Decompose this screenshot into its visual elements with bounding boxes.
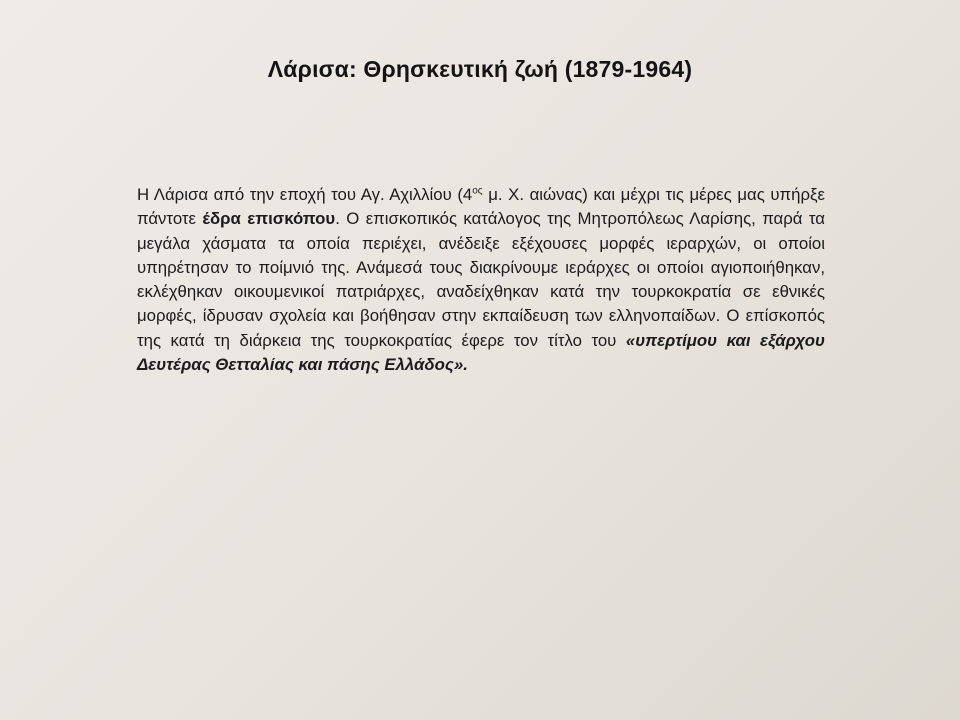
body-text-part-1: Η Λάρισα από την εποχή του Αγ. Αχιλλίου (4	[137, 185, 473, 204]
body-text-part-3: . Ο επισκοπικός κατάλογος της Μητροπόλεως Λαρίσης, παρά τα μεγάλα χάσματα τα οποία περιέχει, ανέδειξε εξέχουσες μορφές ιεραρχών, οι οποίοι υπηρέτησαν το ποίμνιό της. Ανάμεσά τους διακρίνουμε ιεράρχες οι οποίοι αγιοποιήθηκαν, εκλέχθηκαν οικουμενικοί πατριάρχες, αναδείχθηκαν κατά την τουρκοκρατία σε εθνικές μορφές, ίδρυσαν σχολεία και βοήθησαν στην εκπαίδευση των ελληνοπαίδων. Ο επίσκοπός της κατά τη διάρκεια της τουρκοκρατίας έφερε τον τίτλο του	[137, 209, 825, 350]
body-text-part-2: μ. Χ. αιώνας) και μέχρι τις μέρες μας υπήρξε πάντοτε	[137, 185, 825, 229]
ordinal-superscript: ος	[472, 185, 483, 197]
slide-body-text	[137, 183, 825, 377]
title-quote: «υπερτίμου και εξάρχου Δευτέρας Θετταλίας και πάσης Ελλάδος»	[137, 330, 825, 375]
body-text-end: .	[463, 355, 468, 375]
bold-phrase: έδρα επισκόπου	[202, 209, 336, 229]
slide-title: Λάρισα: Θρησκευτική ζωή (1879-1964)	[267, 56, 693, 82]
